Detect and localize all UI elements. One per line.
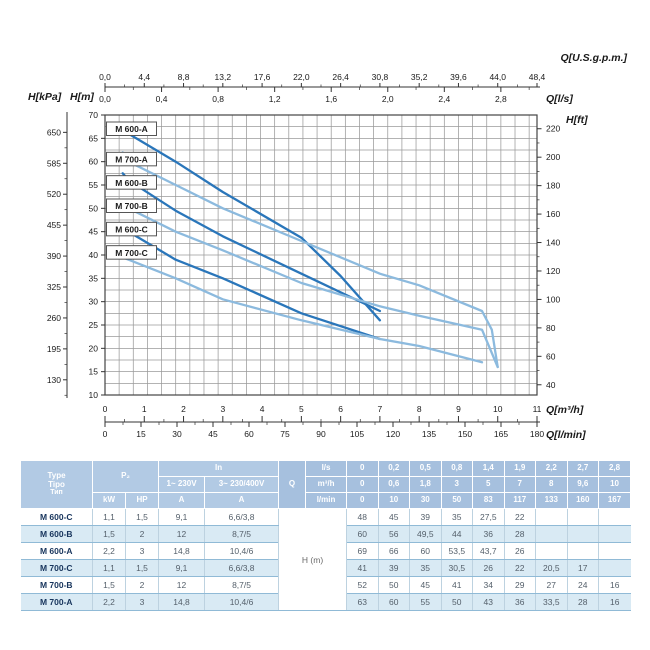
- current-3ph: 6,6/3,8: [205, 560, 279, 577]
- q-value-ls: 0,8: [441, 461, 473, 477]
- head-value: [599, 509, 631, 526]
- p2-kw: 1,5: [93, 526, 126, 543]
- p2-kw: 1,1: [93, 560, 126, 577]
- kpa-tick-label: 585: [46, 158, 61, 169]
- ls-tick-label: 1,6: [325, 94, 338, 104]
- head-value: 43,7: [473, 543, 505, 560]
- head-value: 53,5: [441, 543, 473, 560]
- p2-hp: 2: [126, 577, 159, 594]
- q-value-ls: 2,7: [567, 461, 599, 477]
- m3h-tick-label: 8: [416, 404, 422, 414]
- head-value: 27,5: [473, 509, 505, 526]
- pump-type: M 600-B: [21, 526, 93, 543]
- head-value: 22: [504, 509, 536, 526]
- head-value: 49,5: [410, 526, 442, 543]
- m3h-tick-label: 9: [456, 404, 461, 414]
- col-header-in: In: [159, 461, 279, 477]
- ft-tick-label: 200: [546, 152, 561, 163]
- col-header-q: Q: [279, 461, 306, 509]
- gpm-tick-label: 35,2: [410, 72, 428, 82]
- kpa-tick-label: 390: [46, 251, 61, 262]
- current-1ph: 9,1: [159, 509, 205, 526]
- p2-hp: 1,5: [126, 560, 159, 577]
- ls-tick-label: 0,0: [99, 94, 111, 104]
- gpm-tick-label: 30,8: [371, 72, 389, 82]
- lmin-tick-label: 45: [208, 429, 218, 439]
- gpm-tick-label: 22,0: [293, 72, 310, 82]
- head-value: 63: [347, 594, 379, 611]
- head-value: [567, 543, 599, 560]
- q-value-lmin: 50: [441, 493, 473, 509]
- head-value: 48: [347, 509, 379, 526]
- q-value-lmin: 167: [599, 493, 631, 509]
- gpm-tick-label: 13,2: [214, 72, 232, 82]
- head-value: 17: [567, 560, 599, 577]
- head-value: 44: [441, 526, 473, 543]
- pump-type: M 600-A: [21, 543, 93, 560]
- p2-hp: 1,5: [126, 509, 159, 526]
- current-1ph: 14,8: [159, 594, 205, 611]
- current-1ph: 12: [159, 577, 205, 594]
- head-value: 50: [378, 577, 410, 594]
- axis-title-m3h: Q[m³/h]: [546, 404, 584, 416]
- head-value: 35: [410, 560, 442, 577]
- axis-title-ls: Q[l/s]: [546, 93, 573, 105]
- col-header-kw: kW: [93, 493, 126, 509]
- head-value: 39: [410, 509, 442, 526]
- lmin-tick-label: 150: [457, 429, 473, 439]
- head-value: 60: [347, 526, 379, 543]
- m3h-tick-label: 6: [338, 404, 344, 414]
- ft-tick-label: 160: [546, 209, 561, 220]
- q-value-lmin: 83: [473, 493, 505, 509]
- m-tick-label: 15: [88, 366, 98, 377]
- lmin-tick-label: 120: [385, 429, 401, 439]
- head-value: 30,5: [441, 560, 473, 577]
- head-value: 16: [599, 577, 631, 594]
- axis-title-lmin: Q[l/min]: [546, 429, 586, 441]
- head-value: 16: [599, 594, 631, 611]
- m-tick-label: 65: [88, 133, 98, 144]
- curve-label: M 600-B: [115, 177, 148, 188]
- head-value: [599, 560, 631, 577]
- q-value-ls: 2,2: [536, 461, 568, 477]
- kpa-tick-label: 195: [46, 343, 61, 354]
- ft-tick-label: 220: [546, 123, 561, 134]
- lmin-tick-label: 180: [529, 429, 545, 439]
- current-1ph: 14,8: [159, 543, 205, 560]
- specification-table: [20, 460, 630, 611]
- current-3ph: 10,4/6: [205, 594, 279, 611]
- head-value: 28: [504, 526, 536, 543]
- head-value: 60: [378, 594, 410, 611]
- m-tick-label: 60: [88, 156, 98, 167]
- gpm-tick-label: 4,4: [138, 72, 151, 82]
- gpm-tick-label: 48,4: [528, 72, 546, 82]
- q-value-m3h: 9,6: [567, 477, 599, 493]
- m3h-tick-label: 11: [532, 404, 542, 414]
- m3h-tick-label: 2: [181, 404, 186, 414]
- pump-spec-table: [20, 460, 631, 611]
- m-tick-label: 50: [88, 203, 98, 214]
- ls-tick-label: 0,8: [212, 94, 225, 104]
- q-value-m3h: 0,6: [378, 477, 410, 493]
- m-tick-label: 35: [88, 273, 98, 284]
- head-value: 26: [504, 543, 536, 560]
- q-value-ls: 0,2: [378, 461, 410, 477]
- q-value-lmin: 30: [410, 493, 442, 509]
- head-value: 55: [410, 594, 442, 611]
- m3h-tick-label: 3: [220, 404, 226, 414]
- kpa-tick-label: 260: [46, 312, 61, 323]
- gpm-tick-label: 44,0: [489, 72, 507, 82]
- col-header-type: Type Tipo Тип: [21, 461, 93, 509]
- p2-kw: 1,1: [93, 509, 126, 526]
- col-header-hp: HP: [126, 493, 159, 509]
- ft-tick-label: 100: [546, 294, 561, 305]
- ft-tick-label: 140: [546, 237, 561, 248]
- q-value-ls: 2,8: [599, 461, 631, 477]
- gpm-tick-label: 8,8: [177, 72, 190, 82]
- head-value: [536, 526, 568, 543]
- col-header-a3: A: [205, 493, 279, 509]
- m-tick-label: 55: [88, 180, 98, 190]
- gpm-tick-label: 26,4: [332, 72, 349, 82]
- q-value-lmin: 133: [536, 493, 568, 509]
- head-value: 50: [441, 594, 473, 611]
- head-value: 34: [473, 577, 505, 594]
- current-1ph: 12: [159, 526, 205, 543]
- m-tick-label: 45: [88, 226, 98, 237]
- m-tick-label: 40: [88, 250, 98, 260]
- kpa-tick-label: 650: [46, 127, 61, 138]
- head-value: [599, 526, 631, 543]
- q-value-m3h: 5: [473, 477, 505, 493]
- q-value-lmin: 117: [504, 493, 536, 509]
- head-value: 52: [347, 577, 379, 594]
- head-value: 66: [378, 543, 410, 560]
- ls-tick-label: 0,4: [155, 94, 168, 104]
- col-header-a1: A: [159, 493, 205, 509]
- m3h-tick-label: 1: [141, 404, 147, 414]
- head-value: [536, 543, 568, 560]
- table-row: [21, 509, 631, 526]
- axis-title-m: H[m]: [70, 91, 94, 103]
- p2-kw: 2,2: [93, 543, 126, 560]
- q-unit-lmin: l/min: [306, 493, 347, 509]
- axis-title-ft: H[ft]: [566, 114, 588, 126]
- head-value: [599, 543, 631, 560]
- ls-tick-label: 1,2: [268, 94, 281, 104]
- head-value: 41: [441, 577, 473, 594]
- q-value-m3h: 8: [536, 477, 568, 493]
- current-3ph: 8,7/5: [205, 526, 279, 543]
- p2-hp: 3: [126, 543, 159, 560]
- q-value-m3h: 0: [347, 477, 379, 493]
- head-value: 45: [410, 577, 442, 594]
- head-value: [536, 509, 568, 526]
- p2-kw: 1,5: [93, 577, 126, 594]
- gpm-tick-label: 17,6: [253, 72, 271, 82]
- m3h-tick-label: 4: [259, 404, 265, 414]
- head-value: 43: [473, 594, 505, 611]
- m-tick-label: 20: [88, 343, 98, 354]
- gpm-tick-label: 0,0: [99, 72, 111, 82]
- pump-type: M 600-C: [21, 509, 93, 526]
- p2-hp: 3: [126, 594, 159, 611]
- q-value-lmin: 10: [378, 493, 410, 509]
- ls-tick-label: 2,4: [438, 94, 451, 104]
- head-value: [567, 526, 599, 543]
- head-value: [567, 509, 599, 526]
- q-value-ls: 0: [347, 461, 379, 477]
- q-value-ls: 1,4: [473, 461, 505, 477]
- col-header-p2: P₂: [93, 461, 159, 493]
- ft-tick-label: 180: [546, 180, 561, 191]
- current-1ph: 9,1: [159, 560, 205, 577]
- m3h-tick-label: 0: [102, 404, 108, 414]
- ft-tick-label: 120: [546, 265, 561, 276]
- curve-label: M 600-A: [115, 124, 148, 135]
- kpa-tick-label: 455: [46, 220, 61, 231]
- ls-tick-label: 2,8: [494, 94, 507, 104]
- ls-tick-label: 2,0: [381, 94, 394, 104]
- head-value: 29: [504, 577, 536, 594]
- m-tick-label: 25: [88, 320, 98, 330]
- lmin-tick-label: 165: [493, 429, 509, 439]
- current-3ph: 10,4/6: [205, 543, 279, 560]
- lmin-tick-label: 30: [172, 429, 182, 439]
- lmin-tick-label: 135: [421, 429, 437, 439]
- q-value-m3h: 3: [441, 477, 473, 493]
- curve-M700-A: [123, 152, 498, 367]
- lmin-tick-label: 75: [280, 429, 290, 439]
- m-tick-label: 70: [88, 110, 98, 120]
- lmin-tick-label: 15: [136, 429, 146, 439]
- q-value-m3h: 1,8: [410, 477, 442, 493]
- m3h-tick-label: 10: [492, 404, 503, 414]
- m-tick-label: 10: [88, 390, 98, 400]
- lmin-tick-label: 90: [316, 429, 326, 439]
- m3h-tick-label: 5: [298, 404, 304, 414]
- ft-tick-label: 60: [546, 351, 556, 362]
- pump-type: M 700-C: [21, 560, 93, 577]
- head-value: 36: [504, 594, 536, 611]
- lmin-tick-label: 0: [102, 429, 108, 439]
- q-value-lmin: 160: [567, 493, 599, 509]
- col-header-3ph: 3~ 230/400V: [205, 477, 279, 493]
- kpa-tick-label: 325: [46, 282, 61, 293]
- head-value: 20,5: [536, 560, 568, 577]
- q-value-m3h: 7: [504, 477, 536, 493]
- ft-tick-label: 40: [546, 379, 556, 390]
- head-value: 26: [473, 560, 505, 577]
- current-3ph: 8,7/5: [205, 577, 279, 594]
- pump-type: M 700-A: [21, 594, 93, 611]
- axis-title-usgpm: Q[U.S.g.p.m.]: [560, 52, 627, 64]
- m-tick-label: 30: [88, 296, 98, 307]
- q-unit-m3h: m³/h: [306, 477, 347, 493]
- pump-type: M 700-B: [21, 577, 93, 594]
- kpa-tick-label: 520: [46, 189, 61, 200]
- ft-tick-label: 80: [546, 322, 556, 333]
- q-value-m3h: 10: [599, 477, 631, 493]
- head-value: 39: [378, 560, 410, 577]
- head-value: 60: [410, 543, 442, 560]
- curve-label: M 700-B: [115, 201, 148, 212]
- col-header-1ph: 1~ 230V: [159, 477, 205, 493]
- curve-label: M 700-A: [115, 154, 148, 165]
- lmin-tick-label: 105: [349, 429, 365, 439]
- head-value: 28: [567, 594, 599, 611]
- kpa-tick-label: 130: [46, 374, 61, 385]
- p2-hp: 2: [126, 526, 159, 543]
- q-value-ls: 0,5: [410, 461, 442, 477]
- head-value: 24: [567, 577, 599, 594]
- head-unit-label: H (m): [279, 509, 347, 611]
- current-3ph: 6,6/3,8: [205, 509, 279, 526]
- m3h-tick-label: 7: [377, 404, 383, 414]
- head-value: 22: [504, 560, 536, 577]
- head-value: 27: [536, 577, 568, 594]
- p2-kw: 2,2: [93, 594, 126, 611]
- head-value: 41: [347, 560, 379, 577]
- curve-M700-B: [123, 204, 498, 367]
- gpm-tick-label: 39,6: [450, 72, 467, 82]
- head-value: 36: [473, 526, 505, 543]
- axis-title-kpa: H[kPa]: [28, 91, 62, 103]
- q-value-lmin: 0: [347, 493, 379, 509]
- head-value: 69: [347, 543, 379, 560]
- q-unit-ls: l/s: [306, 461, 347, 477]
- head-value: 56: [378, 526, 410, 543]
- lmin-tick-label: 60: [244, 429, 254, 439]
- curve-label: M 700-C: [115, 247, 148, 258]
- curve-label: M 600-C: [115, 224, 148, 235]
- head-value: 33,5: [536, 594, 568, 611]
- q-value-ls: 1,9: [504, 461, 536, 477]
- head-value: 35: [441, 509, 473, 526]
- head-value: 45: [378, 509, 410, 526]
